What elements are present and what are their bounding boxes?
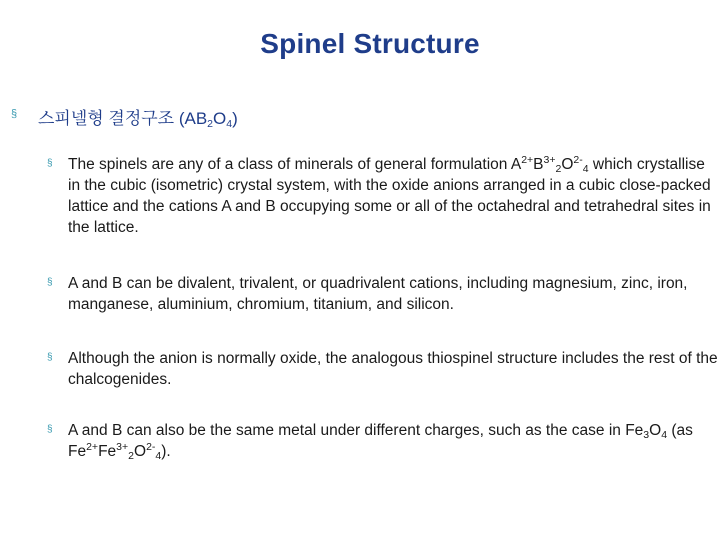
bullet-marker-icon: § [47,158,53,169]
paragraph-thiospinel: Although the anion is normally oxide, the analogous thiospinel structure includes the rest of the chalcogenides. [68,350,718,388]
bullet-marker-icon: § [47,352,53,363]
paragraph-same-metal: A and B can also be the same metal under different charges, such as the case in $Fe_3O_4$ (as $Fe^{2+}Fe^{3+}_2O^{2-}_4$). [68,422,693,462]
slide-title: Spinel Structure [260,28,480,59]
paragraph-cations: A and B can be divalent, trivalent, or quadrivalent cations, including magnesium, zinc, iron, manganese, aluminium, chromium, titanium, and silicon. [68,275,688,313]
bullet-marker-icon: § [47,424,53,435]
heading-korean: 스피넬형 결정구조 $(AB_2O_4)$ [38,109,238,130]
paragraph-spinel-definition: The spinels are any of a class of minerals of general formulation $A^{2+}B^{3+}_2O^{2-}_4$ which crystallise in the cubic (isometric) crystal system, with the oxide anions arranged in a cubic close-packed lattice and the cations A and B occupying some or all of the octahedral and tetrahedral sites in the lattice. [68,154,711,236]
bullet-marker-icon: § [11,108,18,120]
bullet-marker-icon: § [47,277,53,288]
